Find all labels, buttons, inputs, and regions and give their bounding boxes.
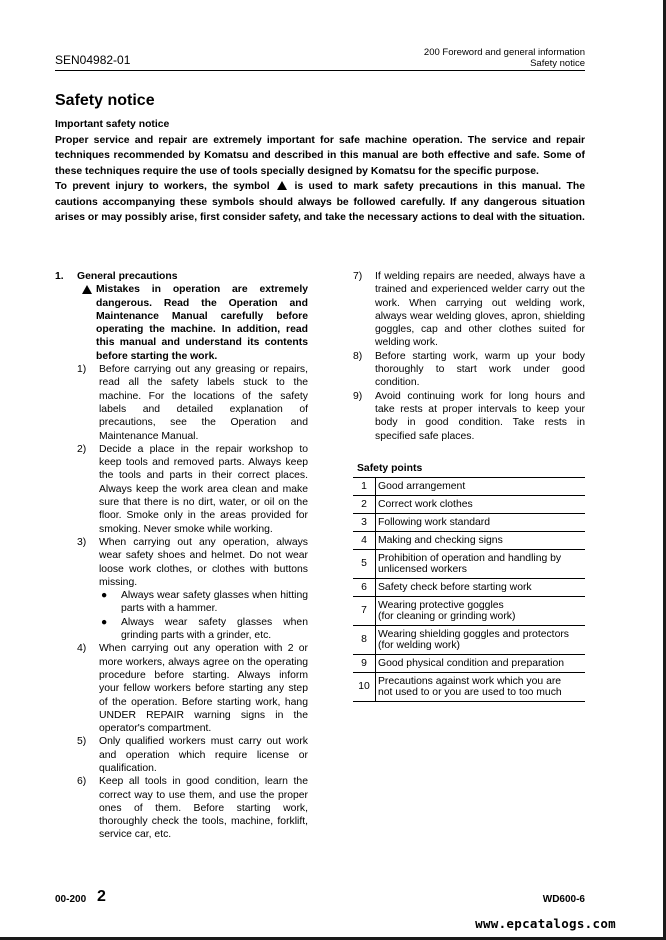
item-text: Decide a place in the repair workshop to keep tools and removed parts. Always keep the tools and parts in their correct places. Always keep the work area clean and make sure that there is no dirt, water, or oil on the floor. Smoke only in the areas provided for smoking. Never smoke while working. bbox=[99, 443, 308, 535]
page-number: 2 bbox=[97, 888, 106, 905]
row-text bbox=[376, 496, 586, 514]
left-column bbox=[55, 270, 308, 842]
section-heading bbox=[55, 270, 308, 283]
row-text bbox=[376, 597, 586, 626]
row-text-line-1: Wearing protective goggles bbox=[378, 599, 504, 611]
item-number: 9) bbox=[353, 390, 363, 402]
intro-paragraph-2-start: To prevent injury to workers, the symbol bbox=[55, 181, 270, 192]
table-row bbox=[353, 626, 585, 655]
item-number: 6) bbox=[77, 776, 87, 788]
table-row bbox=[353, 532, 585, 550]
row-number: 3 bbox=[353, 514, 376, 532]
row-number: 6 bbox=[353, 579, 376, 597]
list-item bbox=[77, 363, 308, 443]
bullet-icon: ● bbox=[101, 616, 108, 628]
item-text: Keep all tools in good condition, learn the correct way to use them, and use the proper ones of them. Before starting work, thoroughly check the tools, machine, forklift, service car, etc. bbox=[99, 776, 308, 841]
row-number: 9 bbox=[353, 655, 376, 673]
row-number: 2 bbox=[353, 496, 376, 514]
row-text-line-1: Precautions against work which you are bbox=[378, 675, 562, 687]
bullet-item bbox=[77, 589, 308, 616]
row-text-line-1: Good physical condition and preparation bbox=[378, 657, 565, 669]
list-item bbox=[353, 390, 585, 443]
list-item bbox=[77, 735, 308, 775]
intro-paragraph-2-end: is used to mark safety precautions in this manual. The cautions accompanying these symbols should always be followed carefully. If any dangerous situation arises or may possibly arise, first consider safety, and take the necessary actions to deal with the situation. bbox=[55, 181, 586, 223]
table-row bbox=[353, 496, 585, 514]
bullet-item bbox=[77, 616, 308, 643]
row-text bbox=[376, 673, 586, 702]
table-row bbox=[353, 673, 585, 702]
row-text bbox=[376, 532, 586, 550]
footer-code: 00-200 bbox=[55, 894, 87, 905]
safety-points-table bbox=[353, 477, 585, 702]
right-column bbox=[353, 270, 585, 443]
row-text-line-1: Following work standard bbox=[378, 516, 491, 528]
intro-block bbox=[55, 117, 585, 226]
table-row bbox=[353, 478, 585, 496]
row-number: 10 bbox=[353, 673, 376, 702]
list-item bbox=[353, 350, 585, 390]
row-text bbox=[376, 550, 586, 579]
safety-points-title: Safety points bbox=[357, 463, 423, 474]
item-text: When carrying out any operation with 2 or more workers, always agree on the operating procedure before starting. Always inform your fellow workers before starting any step of the operation. Before starting work, hang UNDER REPAIR warning signs in the operator's compartment. bbox=[99, 643, 308, 735]
warning-block bbox=[82, 283, 308, 363]
item-number: 4) bbox=[77, 643, 87, 655]
row-text bbox=[376, 626, 586, 655]
row-number: 8 bbox=[353, 626, 376, 655]
section-title: 200 Foreword and general information bbox=[423, 47, 585, 58]
row-number: 4 bbox=[353, 532, 376, 550]
bullet-icon: ● bbox=[101, 590, 108, 602]
table-row bbox=[353, 514, 585, 532]
warning-triangle-icon bbox=[82, 285, 92, 294]
row-text-line-1: Correct work clothes bbox=[378, 498, 473, 510]
row-text bbox=[376, 579, 586, 597]
row-text-line-1: Good arrangement bbox=[378, 480, 466, 492]
row-text-line-1: Making and checking signs bbox=[378, 534, 503, 546]
intro-paragraph-2 bbox=[55, 179, 585, 226]
row-text-line-1: Prohibition of operation and handling by bbox=[378, 552, 562, 564]
item-number: 2) bbox=[77, 443, 87, 455]
item-number: 5) bbox=[77, 736, 87, 748]
list-item bbox=[77, 775, 308, 841]
list-item bbox=[77, 536, 308, 589]
list-item bbox=[77, 642, 308, 735]
table-row bbox=[353, 579, 585, 597]
item-text: Before starting work, warm up your body thoroughly to start work under good condition. bbox=[375, 350, 585, 389]
list-item bbox=[353, 270, 585, 350]
intro-paragraph-1: Proper service and repair are extremely important for safe machine operation. The service and repair techniques recommended by Komatsu and described in this manual are both effective and safe. Some of these techniques require the use of tools specially designed by Komatsu for the specific purpose. bbox=[55, 134, 585, 177]
table-row bbox=[353, 655, 585, 673]
warning-triangle-icon bbox=[277, 181, 287, 190]
item-text: If welding repairs are needed, always have a trained and experienced welder carry out the work. When carrying out welding work, always wear welding gloves, apron, shielding goggles, cap and other clothes suited for welding work. bbox=[375, 271, 585, 349]
row-text-line-1: Wearing shielding goggles and protectors bbox=[378, 628, 569, 640]
row-text-line-1: Safety check before starting work bbox=[378, 581, 532, 593]
item-number: 3) bbox=[77, 536, 87, 548]
row-number: 1 bbox=[353, 478, 376, 496]
row-number: 5 bbox=[353, 550, 376, 579]
bullet-text: Always wear safety glasses when grinding parts with a grinder, etc. bbox=[121, 616, 308, 642]
bullet-text: Always wear safety glasses when hitting parts with a hammer. bbox=[121, 590, 308, 615]
page-title: Safety notice bbox=[55, 92, 155, 109]
watermark-text: www.epcatalogs.com bbox=[475, 916, 616, 931]
row-text-line-2: unlicensed workers bbox=[378, 564, 467, 575]
warning-text: Mistakes in operation are extremely dangerous. Read the Operation and Maintenance Manual carefully before operating the machine. In addition, read this manual and understand its contents before starting the work. bbox=[96, 284, 308, 362]
row-number: 7 bbox=[353, 597, 376, 626]
running-header bbox=[424, 47, 585, 69]
document-code: SEN04982-01 bbox=[55, 53, 131, 67]
item-text: Before carrying out any greasing or repairs, read all the safety labels stuck to the machine. For the locations of the safety labels and detailed explanation of precautions, see the Operation and Maintenance Manual. bbox=[99, 364, 308, 442]
item-number: 1) bbox=[77, 364, 87, 376]
section-title-text: General precautions bbox=[77, 271, 178, 282]
intro-heading: Important safety notice bbox=[55, 119, 170, 130]
row-text-line-2: (for welding work) bbox=[378, 640, 460, 651]
item-text: Only qualified workers must carry out work and operation which require license or qualification. bbox=[99, 736, 308, 774]
row-text-line-2: not used to or you are used to too much bbox=[378, 687, 562, 698]
row-text-line-2: (for cleaning or grinding work) bbox=[378, 611, 516, 622]
header-rule bbox=[55, 70, 585, 71]
item-number: 8) bbox=[353, 350, 363, 362]
list-item bbox=[77, 443, 308, 536]
subsection-title: Safety notice bbox=[530, 58, 585, 69]
item-text: When carrying out any operation, always wear safety shoes and helmet. Do not wear loose work clothes, or clothes with buttons missing. bbox=[99, 536, 308, 588]
section-number: 1. bbox=[55, 271, 64, 282]
footer-model: WD600-6 bbox=[542, 894, 585, 905]
row-text bbox=[376, 478, 586, 496]
table-row bbox=[353, 597, 585, 626]
item-number: 7) bbox=[353, 271, 363, 282]
table-row bbox=[353, 550, 585, 579]
row-text bbox=[376, 655, 586, 673]
item-text: Avoid continuing work for long hours and take rests at proper intervals to keep your body in good condition. Take rests in specified safe places. bbox=[375, 390, 585, 442]
row-text bbox=[376, 514, 586, 532]
